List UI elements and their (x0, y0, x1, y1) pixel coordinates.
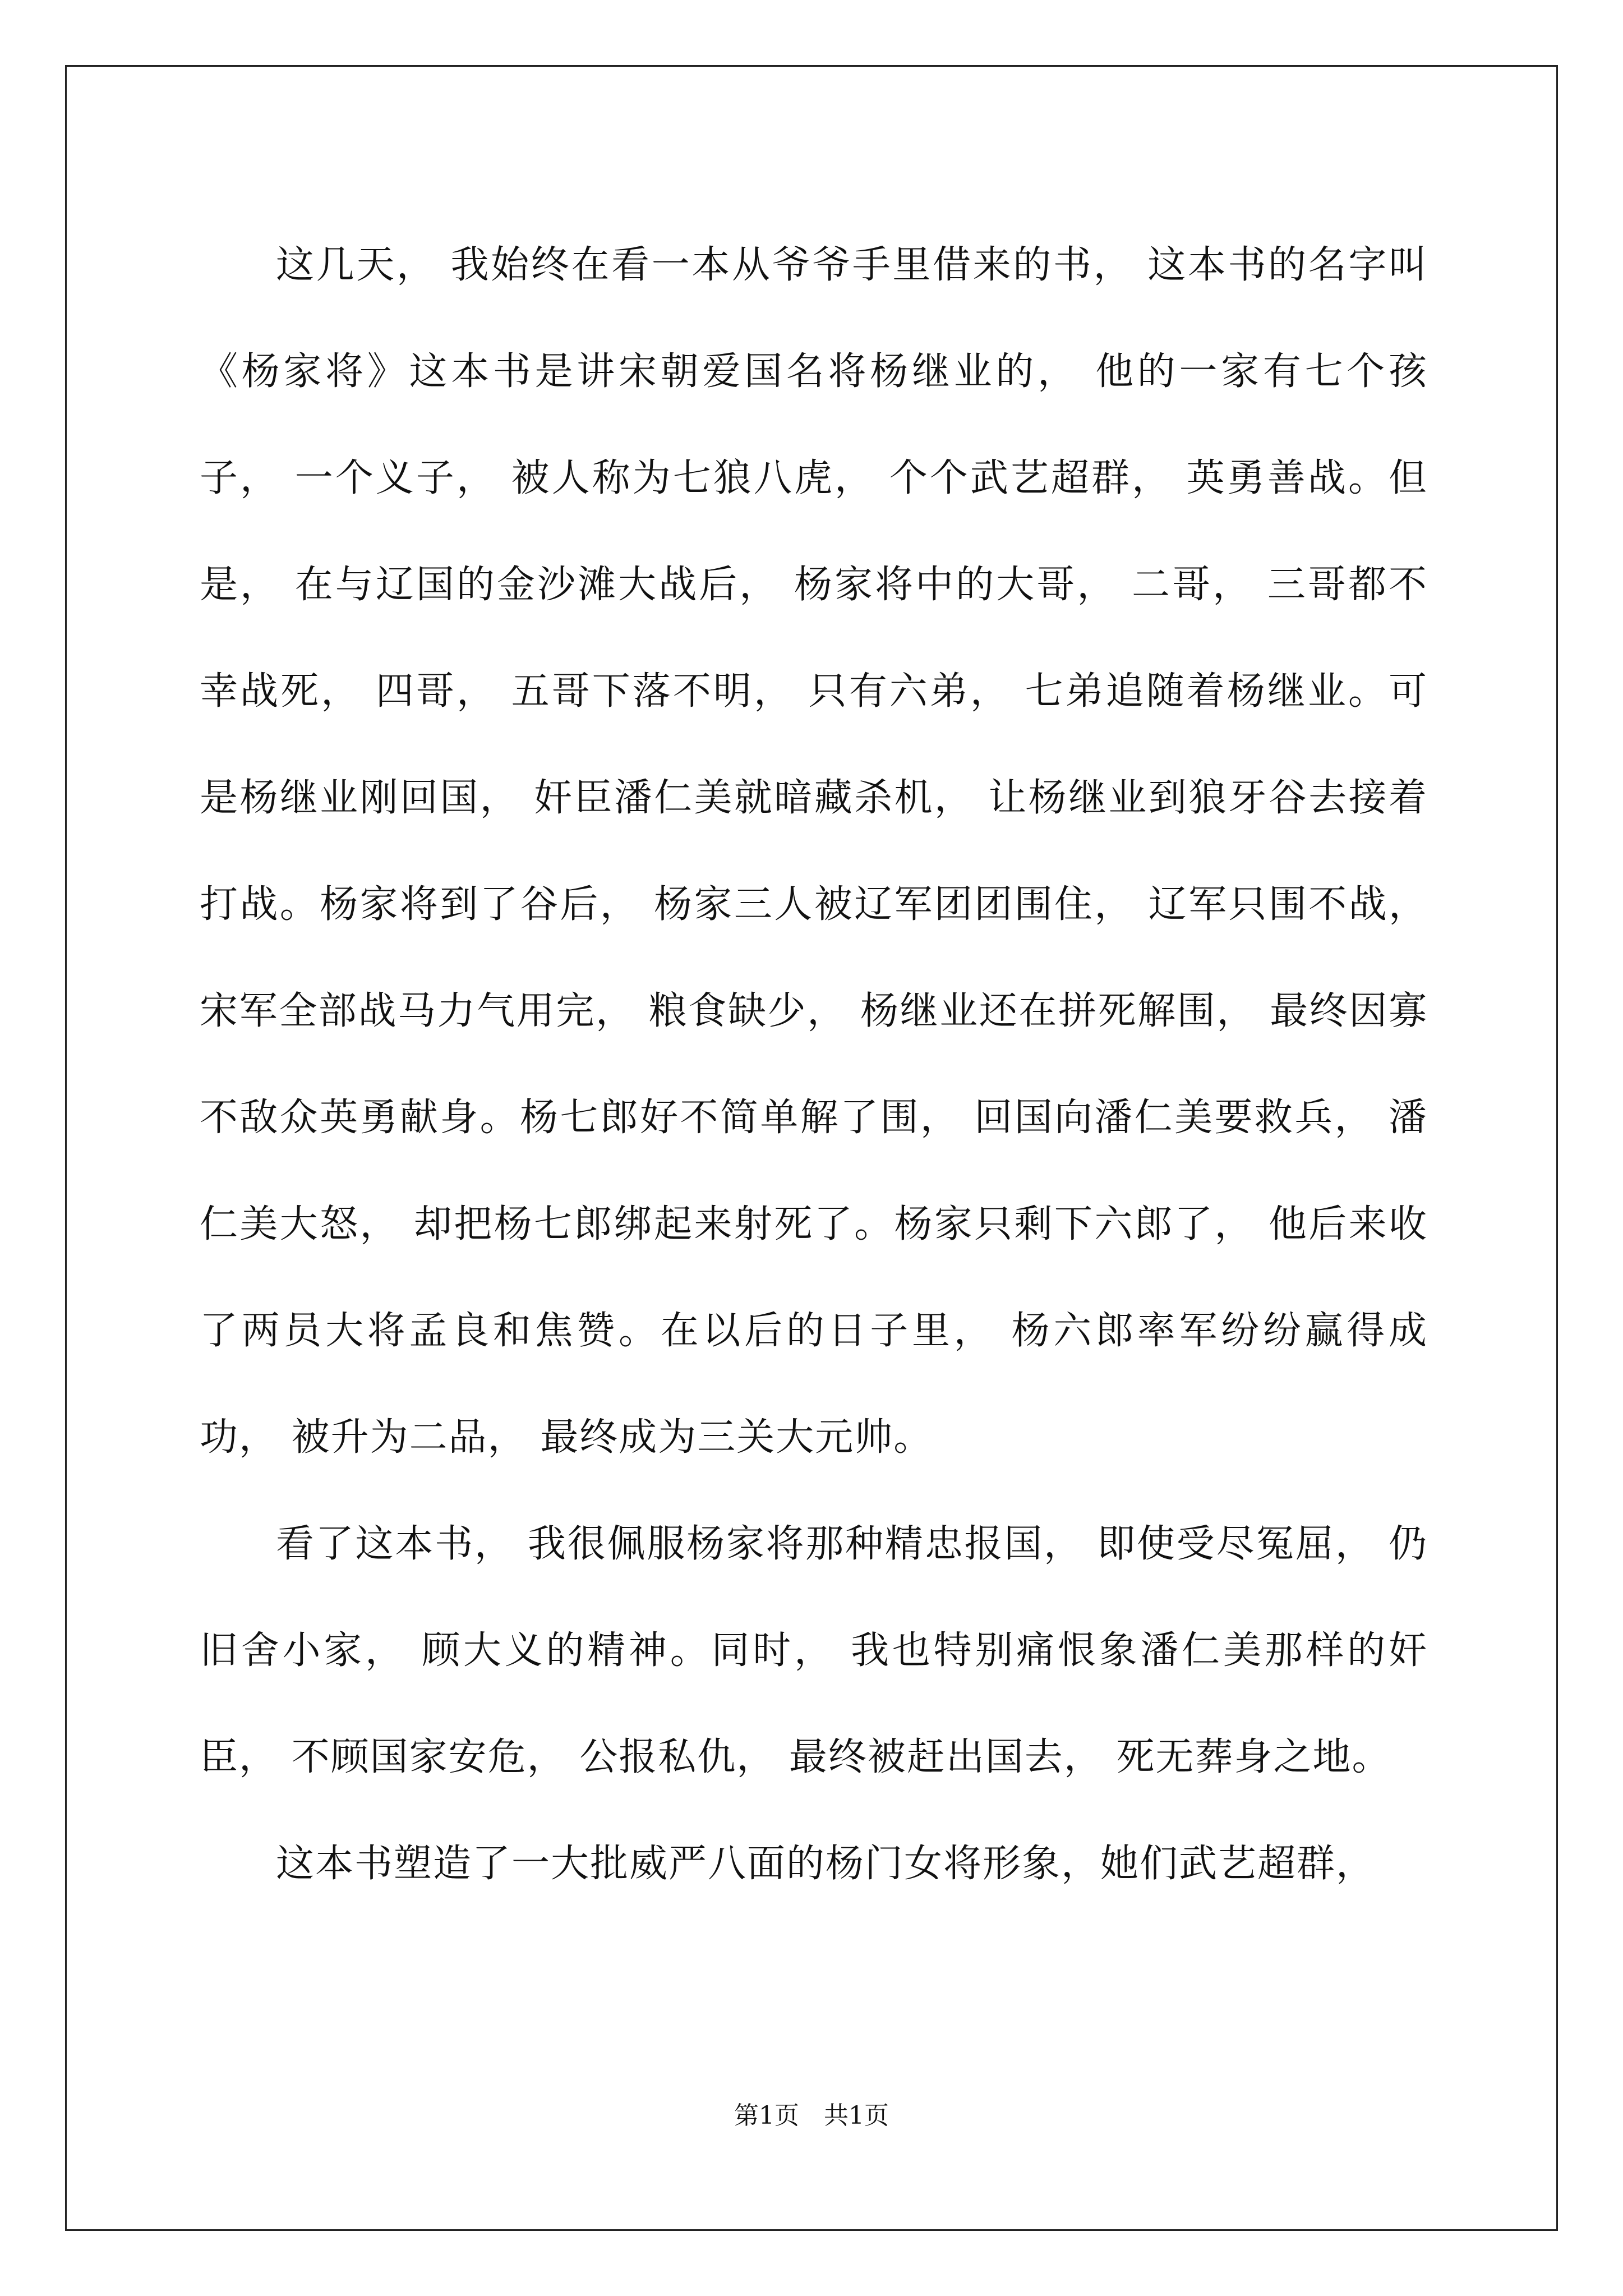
paragraph-1: 这几天， 我始终在看一本从爷爷手里借来的书， 这本书的名字叫《杨家将》这本书是讲宋朝爱国名将杨继业的， 他的一家有七个孩子， 一个义子， 被人称为七狼八虎， 个个武艺超群， 英勇善战。但是， 在与辽国的金沙滩大战后， 杨家将中的大哥， 二哥， 三哥都不幸战死， 四哥， 五哥下落不明， 只有六弟， 七弟追随着杨继业。可是杨继业刚回国， 奸臣潘仁美就暗藏杀机， 让杨继业到狼牙谷去接着打战。杨家将到了谷后， 杨家三人被辽军团团围住， 辽军只围不战， 宋军全部战马力气用完， 粮食缺少， 杨继业还在拼死解围， 最终因寡不敌众英勇献身。杨七郎好不简单解了围， 回国向潘仁美要救兵， 潘仁美大怒， 却把杨七郎绑起来射死了。杨家只剩下六郎了， 他后来收了两员大将孟良和焦赞。在以后的日子里， 杨六郎率军纷纷赢得成功， 被升为二品， 最终成为三关大元帅。 (200, 243, 1428, 1460)
paragraph-3: 这本书塑造了一大批威严八面的杨门女将形象，她们武艺超群， (276, 1842, 1376, 1886)
document-body (200, 212, 1428, 1917)
page-footer: 第1页 共1页 (734, 2101, 889, 2130)
paragraph-2: 看了这本书， 我很佩服杨家将那种精忠报国， 即使受尽冤屈， 仍旧舍小家， 顾大义的精神。同时， 我也特别痛恨象潘仁美那样的奸臣， 不顾国家安危， 公报私仇， 最终被赶出国去， 死无葬身之地。 (200, 1522, 1428, 1779)
